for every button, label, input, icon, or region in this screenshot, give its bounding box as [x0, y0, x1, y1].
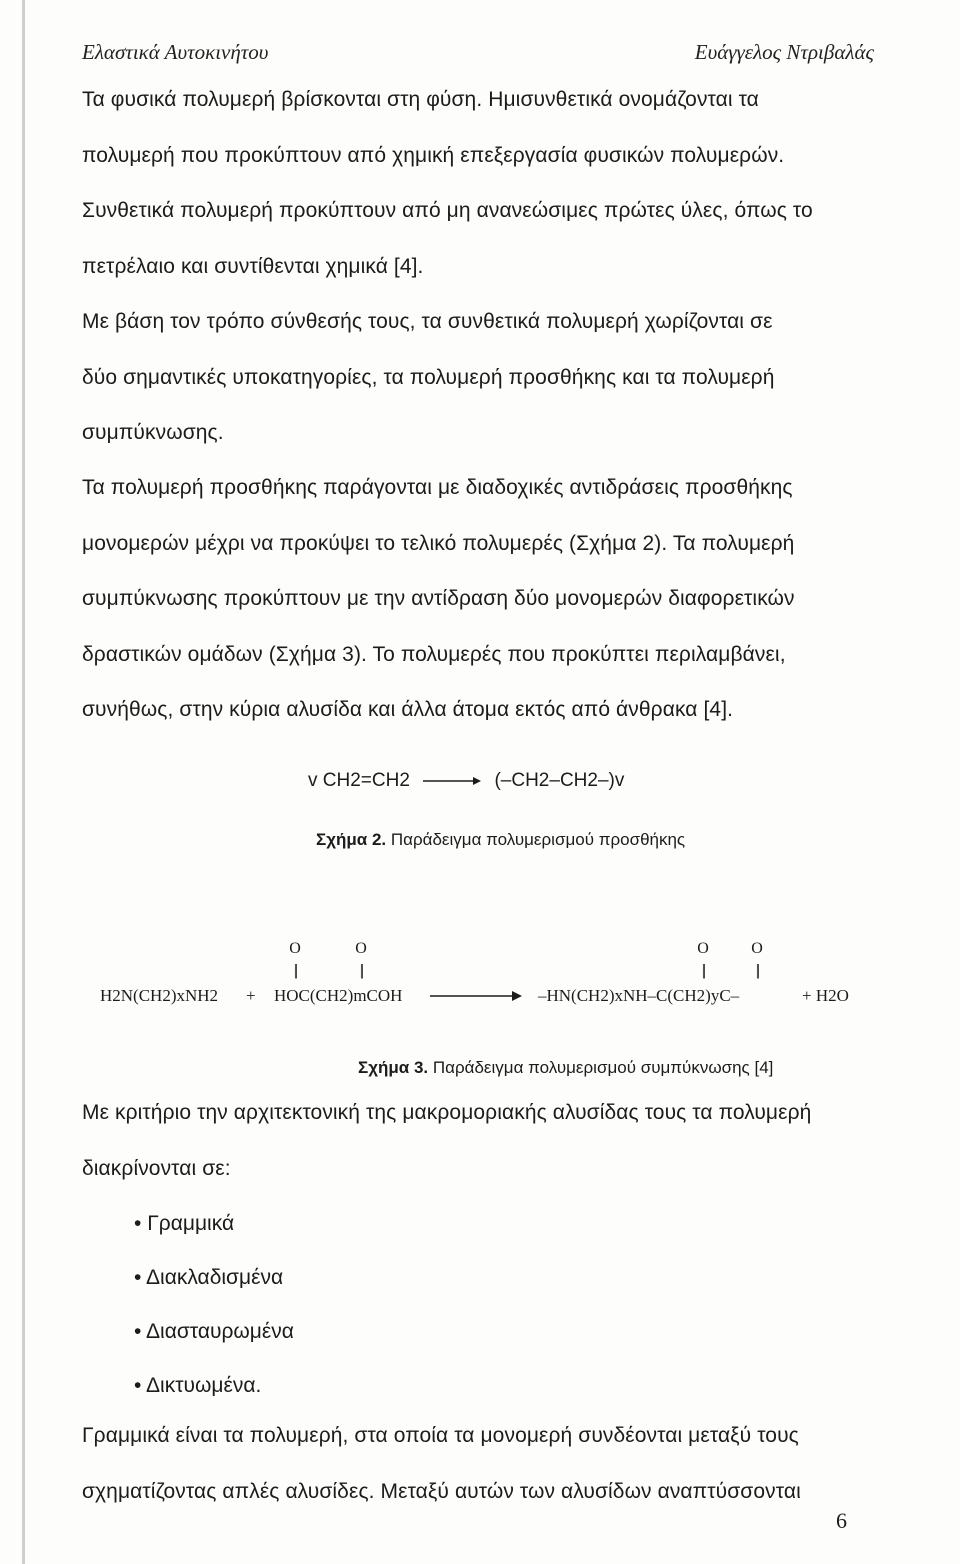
- figure2-caption: [316, 830, 685, 850]
- text-line: συνήθως, στην κύρια αλυσίδα και άλλα άτομα εκτός από άνθρακα [4].: [82, 698, 734, 721]
- paragraph-architecture: [82, 1085, 882, 1196]
- double-bond-icon: ||: [359, 962, 363, 979]
- carbonyl-oxygen: O: [289, 940, 301, 957]
- figure2-caption-text: Παράδειγμα πολυμερισμού προσθήκης: [390, 830, 686, 849]
- page-number: 6: [836, 1508, 847, 1533]
- figure3-plus: +: [246, 986, 256, 1005]
- polymer-types-list: [134, 1197, 294, 1413]
- list-item: • Γραμμικά: [134, 1197, 294, 1251]
- paragraph-synthesis-categories: [82, 294, 882, 461]
- figure3-caption-text: Παράδειγμα πολυμερισμού συμπύκνωσης [4]: [432, 1058, 774, 1077]
- paragraph-natural-polymers: [82, 72, 882, 294]
- header-author: Ευάγγελος Ντριβαλάς: [694, 40, 874, 64]
- figure3-reactant-diacid: HOC(CH2)mCOH: [274, 986, 403, 1005]
- figure2-caption-label: Σχήμα 2.: [316, 830, 387, 849]
- binding-margin-line: [22, 0, 25, 1564]
- text-line: Με κριτήριο την αρχιτεκτονική της μακρομοριακής αλυσίδας τους τα πολυμερή: [82, 1101, 812, 1124]
- text-line: σχηματίζοντας απλές αλυσίδες. Μεταξύ αυτών των αλυσίδων αναπτύσσονται: [82, 1479, 801, 1503]
- reaction-arrow-icon: [430, 990, 522, 1002]
- carbonyl-oxygen: O: [355, 940, 367, 957]
- double-bond-icon: ||: [755, 962, 759, 979]
- reaction-arrow-icon: [423, 775, 481, 787]
- paragraph-addition-condensation: [82, 460, 882, 738]
- figure3-reactant-diamine: H2N(CH2)xNH2: [100, 986, 219, 1005]
- figure3-caption-label: Σχήμα 3.: [358, 1058, 429, 1077]
- paragraph-linear-polymers: [82, 1408, 882, 1519]
- text-line: πετρέλαιο και συντίθενται χημικά [4].: [82, 254, 424, 278]
- text-line: Τα πολυμερή προσθήκης παράγονται με διαδοχικές αντιδράσεις προσθήκης: [82, 476, 793, 499]
- text-line: Με βάση τον τρόπο σύνθεσής τους, τα συνθετικά πολυμερή χωρίζονται σε: [82, 310, 773, 333]
- text-line: μονομερών μέχρι να προκύψει το τελικό πολυμερές (Σχήμα 2). Τα πολυμερή: [82, 531, 795, 555]
- running-header: [82, 40, 874, 70]
- figure2-reactant: v CH2=CH2: [308, 770, 410, 791]
- text-line: Συνθετικά πολυμερή προκύπτουν από μη ανανεώσιμες πρώτες ύλες, όπως το: [82, 199, 813, 222]
- text-line: δύο σημαντικές υποκατηγορίες, τα πολυμερή προσθήκης και τα πολυμερή: [82, 365, 775, 389]
- list-item: • Διακλαδισμένα: [134, 1251, 294, 1305]
- text-line: διακρίνονται σε:: [82, 1156, 231, 1180]
- text-line: συμπύκνωσης.: [82, 421, 224, 444]
- figure3-caption: [358, 1058, 773, 1078]
- figure3-product: –HN(CH2)xNH–C(CH2)yC–: [538, 986, 740, 1005]
- figure2-product: (–CH2–CH2–)v: [494, 770, 625, 791]
- figure3-equation: [100, 940, 860, 1020]
- double-bond-icon: ||: [701, 962, 705, 979]
- double-bond-icon: ||: [293, 962, 297, 979]
- text-line: Τα φυσικά πολυμερή βρίσκονται στη φύση. Ημισυνθετικά ονομάζονται τα: [82, 88, 759, 111]
- text-line: πολυμερή που προκύπτουν από χημική επεξεργασία φυσικών πολυμερών.: [82, 143, 785, 167]
- figure2-equation: [308, 770, 624, 792]
- text-line: συμπύκνωσης προκύπτουν με την αντίδραση δύο μονομερών διαφορετικών: [82, 587, 795, 610]
- list-item: • Δικτυωμένα.: [134, 1359, 294, 1413]
- text-line: Γραμμικά είναι τα πολυμερή, στα οποία τα μονομερή συνδέονται μεταξύ τους: [82, 1424, 799, 1447]
- text-line: δραστικών ομάδων (Σχήμα 3). Το πολυμερές που προκύπτει περιλαμβάνει,: [82, 642, 786, 666]
- carbonyl-oxygen: O: [697, 940, 709, 957]
- header-title: Ελαστικά Αυτοκινήτου: [82, 40, 269, 64]
- list-item: • Διασταυρωμένα: [134, 1305, 294, 1359]
- carbonyl-oxygen: O: [751, 940, 763, 957]
- figure3-byproduct: + H2O: [802, 986, 849, 1005]
